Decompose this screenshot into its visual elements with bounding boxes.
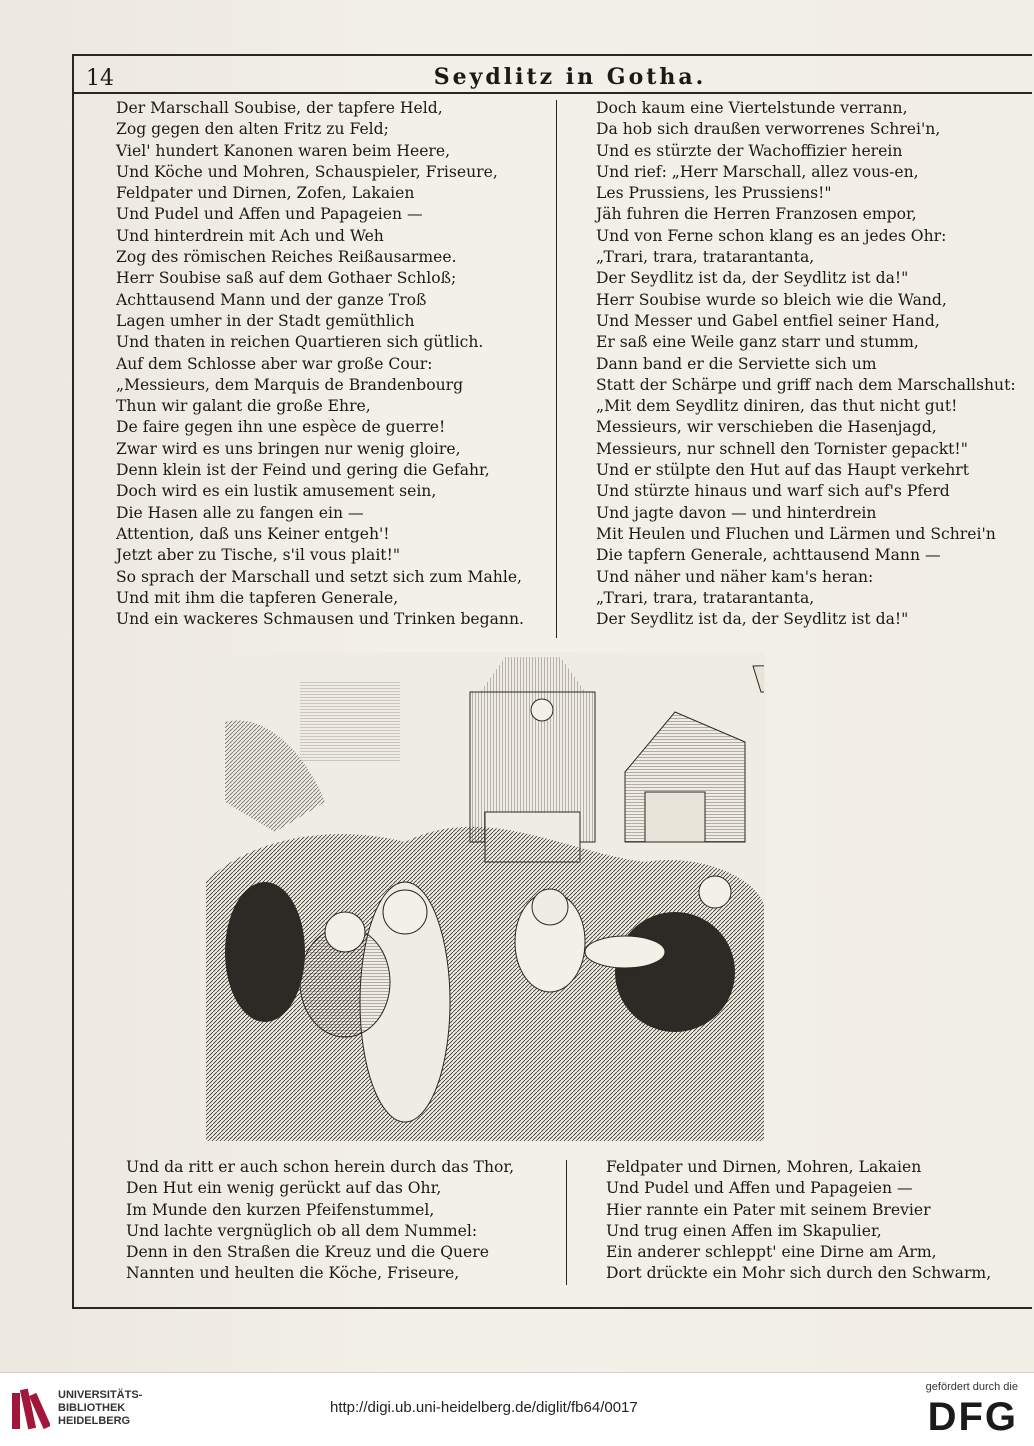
verse-line: Und da ritt er auch schon herein durch das Thor, <box>126 1158 515 1176</box>
poem-column-bottom-right <box>606 1157 1026 1285</box>
verse-line: Viel' hundert Kanonen waren beim Heere, <box>116 141 451 160</box>
verse-line: Da hob sich draußen verworrenes Schrei'n, <box>596 120 941 139</box>
verse-line: Zog des römischen Reiches Reißausarmee. <box>116 248 457 267</box>
verse-line: Messieurs, wir verschieben die Hasenjagd, <box>596 418 937 437</box>
permalink-url[interactable]: http://digi.ub.uni-heidelberg.de/diglit/fb64/0017 <box>330 1399 638 1416</box>
dfg-logo: DFG <box>927 1395 1018 1439</box>
verse-line: Attention, daß uns Keiner entgeh'! <box>116 524 390 543</box>
column-divider-bottom <box>566 1160 567 1285</box>
verse-line: Und Köche und Mohren, Schauspieler, Friseure, <box>116 162 498 181</box>
verse-line: Statt der Schärpe und griff nach dem Marschallshut: <box>596 375 1016 394</box>
library-logo-icon <box>10 1387 50 1433</box>
verse-line: Auf dem Schlosse aber war große Cour: <box>116 354 433 373</box>
verse-line: Und Pudel und Affen und Papageien — <box>606 1179 913 1198</box>
verse-line: Und von Ferne schon klang es an jedes Ohr: <box>596 226 947 245</box>
engraving-image <box>205 652 765 1142</box>
verse-line: Thun wir galant die große Ehre, <box>116 397 371 416</box>
header-rule <box>72 92 1032 94</box>
verse-line: Er saß eine Weile ganz starr und stumm, <box>596 333 919 352</box>
verse-line: Denn in den Straßen die Kreuz und die Quere <box>126 1243 489 1262</box>
verse-line: Achttausend Mann und der ganze Troß <box>116 290 427 309</box>
verse-line: Den Hut ein wenig gerückt auf das Ohr, <box>126 1179 442 1198</box>
verse-line: Und Messer und Gabel entfiel seiner Hand, <box>596 311 940 330</box>
verse-line: „Trari, trara, tratarantanta, <box>596 248 815 267</box>
verse-line: Im Munde den kurzen Pfeifenstummel, <box>126 1200 435 1219</box>
verse-line: Denn klein ist der Feind und gering die Gefahr, <box>116 461 490 480</box>
verse-line: Und ein wackeres Schmausen und Trinken begann. <box>116 610 524 629</box>
verse-line: Und Pudel und Affen und Papageien — <box>116 205 423 224</box>
verse-line: Und stürzte hinaus und warf sich auf's Pferd <box>596 482 950 501</box>
verse-line: Hier rannte ein Pater mit seinem Brevier <box>606 1200 931 1219</box>
verse-line: Der Seydlitz ist da, der Seydlitz ist da!" <box>596 610 909 629</box>
verse-line: Und er stülpte den Hut auf das Haupt verkehrt <box>596 461 969 480</box>
verse-line: Und näher und näher kam's heran: <box>596 567 874 586</box>
verse-line: Dann band er die Serviette sich um <box>596 354 877 373</box>
verse-line: Ein anderer schleppt' eine Dirne am Arm, <box>606 1243 937 1262</box>
verse-line: Und rief: „Herr Marschall, allez vous-en, <box>596 162 919 181</box>
poem-column-top-left <box>116 98 536 630</box>
verse-line: Und thaten in reichen Quartieren sich gütlich. <box>116 333 484 352</box>
column-divider-top <box>556 100 557 638</box>
verse-line: Die tapfern Generale, achttausend Mann — <box>596 546 941 565</box>
funding-note: gefördert durch die <box>925 1381 1018 1393</box>
library-name <box>58 1389 142 1428</box>
verse-line: Dort drückte ein Mohr sich durch den Schwarm, <box>606 1264 992 1283</box>
verse-line: Mit Heulen und Fluchen und Lärmen und Schrei'n <box>596 524 996 543</box>
verse-line: Zwar wird es uns bringen nur wenig gloire, <box>116 439 461 458</box>
verse-line: Herr Soubise wurde so bleich wie die Wand, <box>596 290 947 309</box>
verse-line: De faire gegen ihn une espèce de guerre! <box>116 418 446 437</box>
verse-line: Messieurs, nur schnell den Tornister gepackt!" <box>596 439 968 458</box>
library-name-line: HEIDELBERG <box>58 1415 131 1427</box>
running-title: Seydlitz in Gotha. <box>433 64 707 90</box>
verse-line: Und hinterdrein mit Ach und Weh <box>116 226 384 245</box>
verse-line: Und mit ihm die tapferen Generale, <box>116 588 399 607</box>
verse-line: Nannten und heulten die Köche, Friseure, <box>126 1264 460 1283</box>
verse-line: Les Prussiens, les Prussiens!" <box>596 184 832 203</box>
library-name-line: BIBLIOTHEK <box>58 1402 126 1414</box>
verse-line: Herr Soubise saß auf dem Gothaer Schloß; <box>116 269 457 288</box>
verse-line: Und es stürzte der Wachoffizier herein <box>596 141 903 160</box>
verse-line: Doch kaum eine Viertelstunde verrann, <box>596 99 908 117</box>
verse-line: Die Hasen alle zu fangen ein — <box>116 503 364 522</box>
verse-line: Lagen umher in der Stadt gemüthlich <box>116 311 415 330</box>
verse-line: Zog gegen den alten Fritz zu Feld; <box>116 120 389 139</box>
verse-line: „Trari, trara, tratarantanta, <box>596 588 815 607</box>
verse-line: Feldpater und Dirnen, Zofen, Lakaien <box>116 184 415 203</box>
verse-line: Und jagte davon — und hinterdrein <box>596 503 877 522</box>
verse-line: So sprach der Marschall und setzt sich zum Mahle, <box>116 567 523 586</box>
viewer-footer <box>0 1372 1034 1446</box>
verse-line: Doch wird es ein lustik amusement sein, <box>116 482 437 501</box>
verse-line: Der Seydlitz ist da, der Seydlitz ist da!" <box>596 269 909 288</box>
poem-column-top-right <box>596 98 1026 630</box>
verse-line: Und trug einen Affen im Skapulier, <box>606 1221 882 1240</box>
page-number: 14 <box>86 66 114 91</box>
verse-line: Jetzt aber zu Tische, s'il vous plait!" <box>116 546 401 565</box>
library-name-line: UNIVERSITÄTS- <box>58 1389 143 1401</box>
poem-column-bottom-left <box>126 1157 546 1285</box>
verse-line: Der Marschall Soubise, der tapfere Held, <box>116 99 443 117</box>
verse-line: Und lachte vergnüglich ob all dem Nummel: <box>126 1221 478 1240</box>
verse-line: Jäh fuhren die Herren Franzosen empor, <box>596 205 917 224</box>
verse-line: Feldpater und Dirnen, Mohren, Lakaien <box>606 1158 922 1176</box>
verse-line: „Mit dem Seydlitz diniren, das thut nicht gut! <box>596 397 958 416</box>
verse-line: „Messieurs, dem Marquis de Brandenbourg <box>116 375 464 394</box>
